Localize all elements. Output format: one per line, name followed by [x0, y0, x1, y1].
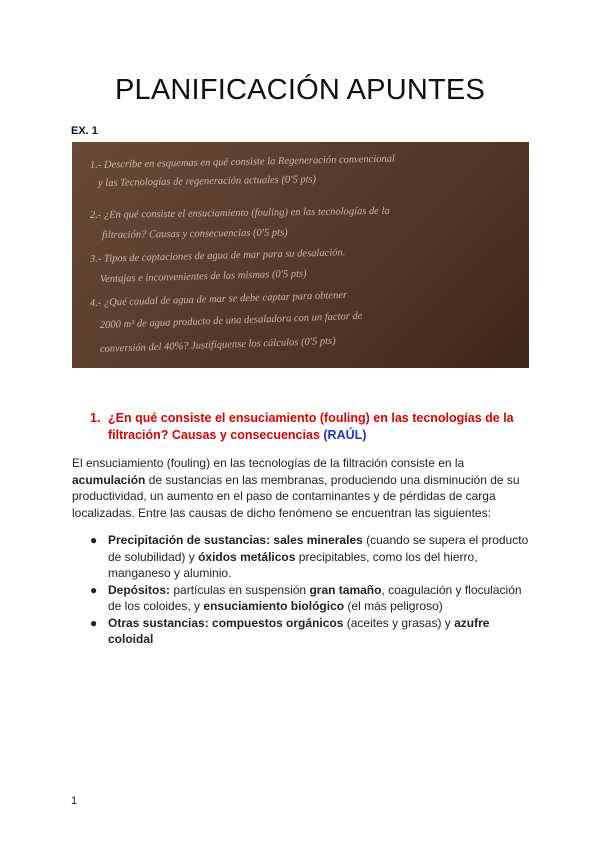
- causes-list: [90, 532, 530, 648]
- handwritten-exam-text: [72, 142, 529, 368]
- photo-line: 2.- ¿En qué consiste el ensuciamiento (fouling) en las tecnologías de la: [89, 205, 390, 221]
- list-item: [90, 532, 530, 582]
- item-text: partículas en suspensión: [170, 582, 310, 597]
- item-text: (el más peligroso): [344, 599, 443, 613]
- question-text-wrap: [108, 410, 533, 444]
- page-number: 1: [71, 795, 78, 807]
- page-title: PLANIFICACIÓN APUNTES: [115, 74, 485, 106]
- item-text: (cuando se supera el producto de solubilidad) y: [108, 533, 529, 564]
- photo-line: conversión del 40%? Justifíquense los cálculos (0'5 pts): [99, 335, 336, 355]
- bullet-icon: ●: [90, 615, 98, 630]
- item-bold: ensuciamiento biológico: [203, 599, 345, 613]
- photo-line: 4.- ¿Qué caudal de agua de mar se debe captar para obtener: [89, 289, 348, 309]
- item-bold: Otras sustancias: compuestos orgánicos: [108, 615, 344, 630]
- bullet-icon: ●: [90, 533, 98, 547]
- item-text: (aceites y grasas) y: [343, 615, 455, 630]
- photo-line: filtración? Causas y consecuencias (0'5 pts): [101, 227, 288, 241]
- exam-photo: [72, 142, 529, 368]
- section-label: EX. 1: [71, 125, 98, 137]
- item-text: precipitables, como los del hierro, manganeso y aluminio.: [108, 549, 478, 580]
- paragraph-text: de sustancias en las membranas, produciendo una disminución de su productividad, un aumento en el paso de contaminantes y de pérdidas de carga localizadas. Entre las causas de dicho fenómeno se encuentran las siguientes:: [72, 472, 520, 520]
- paragraph-bold: acumulación: [72, 472, 146, 487]
- item-bold: Precipitación de sustancias: sales minerales: [108, 533, 363, 547]
- question-number: 1.: [90, 411, 101, 425]
- question-author: (RAÚL): [323, 428, 367, 442]
- photo-line: y las Tecnologías de regeneración actuales (0'5 pts): [97, 174, 317, 189]
- list-item: [90, 615, 530, 648]
- item-text: , coagulación y floculación de los coloides, y: [108, 582, 522, 613]
- photo-line: 1.- Describe en esquemas en qué consiste la Regeneración convencional: [89, 153, 395, 171]
- photo-line: 3.- Tipos de captaciones de agua de mar para su desalación.: [89, 247, 346, 265]
- photo-line: Ventajas e inconvenientes de las mismas (0'5 pts): [99, 268, 307, 285]
- item-bold: óxidos metálicos: [198, 549, 296, 564]
- list-item: [90, 582, 530, 615]
- bullet-icon: ●: [90, 582, 98, 597]
- item-bold: azufre coloidal: [108, 615, 490, 646]
- body-paragraph: [72, 455, 532, 521]
- photo-line: 2000 m³ de agua producto de una desaladora con un factor de: [99, 310, 363, 331]
- paragraph-text: El ensuciamiento (fouling) en las tecnologías de la filtración consiste en la: [72, 456, 465, 470]
- question-text: ¿En qué consiste el ensuciamiento (fouling) en las tecnologías de la filtración? Causas y consecuencias: [108, 411, 514, 442]
- item-bold: gran tamaño: [309, 582, 382, 597]
- item-bold: Depósitos:: [108, 582, 171, 597]
